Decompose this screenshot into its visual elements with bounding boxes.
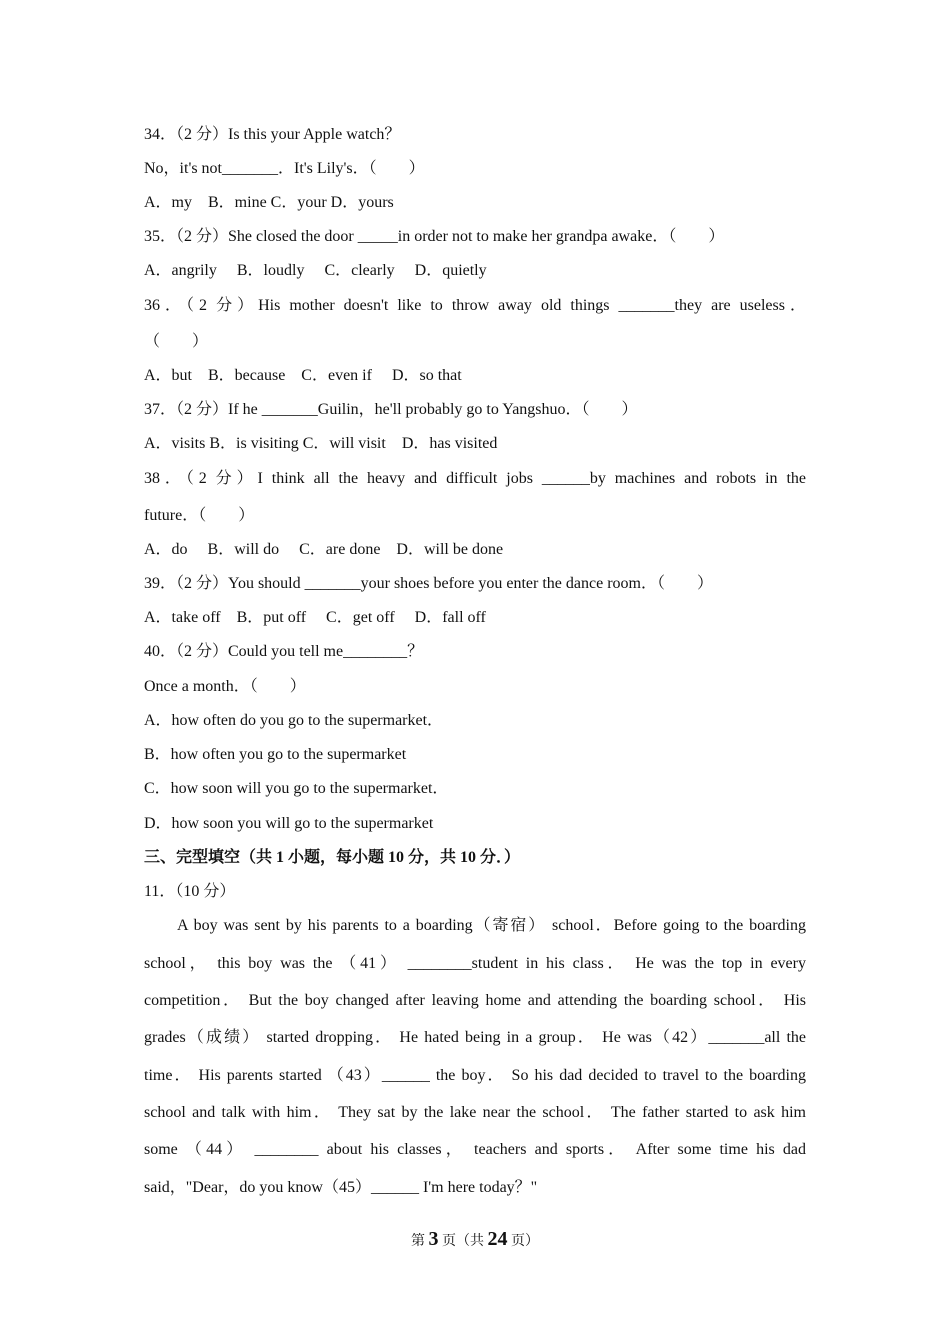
footer-middle: 页（共 [442, 1234, 484, 1249]
q37-stem: 37．（2 分）If he _______Guilin，he'll probably go to Yangshuo．（ ） [144, 401, 638, 418]
q36-options: A．but B．because C．even if D．so that [144, 367, 462, 384]
passage-line-6: school and talk with him． They sat by the lake near the school． The father started to ask him [144, 1104, 806, 1121]
footer-suffix: 页） [511, 1234, 539, 1249]
section-heading: 三、完型填空（共 1 小题，每小题 10 分，共 10 分．） [144, 849, 521, 866]
q40-stem: 40．（2 分）Could you tell me________？ [144, 643, 424, 660]
q39-stem: 39．（2 分）You should _______your shoes before you enter the dance room．（ ） [144, 575, 713, 592]
q38-stem: 38．（2 分）I think all the heavy and difficult jobs ______by machines and robots in the [144, 470, 806, 487]
q36-bracket: （ ） [144, 333, 209, 350]
q37-options: A．visits B．is visiting C．will visit D．has visited [144, 435, 498, 452]
passage-line-3: competition． But the boy changed after leaving home and attending the boarding school． His [144, 992, 807, 1009]
footer-prefix: 第 [411, 1234, 425, 1249]
passage-line-5: time． His parents started （43）______ the boy． So his dad decided to travel to the boarding [144, 1067, 806, 1084]
q40-line2: Once a month．（ ） [144, 678, 306, 695]
q38-line2: future．（ ） [144, 507, 255, 524]
footer-page-number: 3 [428, 1228, 439, 1250]
q36-stem: 36．（2 分）His mother doesn't like to throw away old things _______they are useless． [144, 297, 806, 314]
q40-option-c: C．how soon will you go to the supermarket． [144, 780, 449, 797]
q34-stem: 34．（2 分）Is this your Apple watch？ [144, 126, 401, 143]
q11-stem: 11．（10 分） [144, 883, 236, 900]
passage-line-8: said，"Dear，do you know（45）______ I'm here today？" [144, 1179, 538, 1196]
passage-line-1: A boy was sent by his parents to a boarding（寄宿） school．Before going to the boarding [177, 917, 806, 934]
q34-line2: No，it's not_______．It's Lily's．（ ） [144, 160, 425, 177]
q40-option-b: B．how often you go to the supermarket [144, 746, 407, 763]
passage-line-2: school， this boy was the （41） ________student in his class． He was the top in every [144, 955, 806, 972]
q35-stem: 35．（2 分）She closed the door _____in order not to make her grandpa awake．（ ） [144, 228, 725, 245]
footer-total-pages: 24 [487, 1228, 508, 1250]
q40-option-d: D．how soon you will go to the supermarket [144, 815, 434, 832]
q40-option-a: A．how often do you go to the supermarket． [144, 712, 444, 729]
page-footer [0, 1226, 950, 1255]
passage-line-4: grades（成绩） started dropping． He hated being in a group． He was（42）_______all the [144, 1029, 806, 1046]
passage-line-7: some （44） ________ about his classes， teachers and sports． After some time his dad [144, 1141, 806, 1158]
q35-options: A．angrily B．loudly C．clearly D．quietly [144, 262, 487, 279]
q34-options: A．my B．mine C．your D．yours [144, 194, 394, 211]
q39-options: A．take off B．put off C．get off D．fall off [144, 609, 486, 626]
q38-options: A．do B．will do C．are done D．will be done [144, 541, 504, 558]
